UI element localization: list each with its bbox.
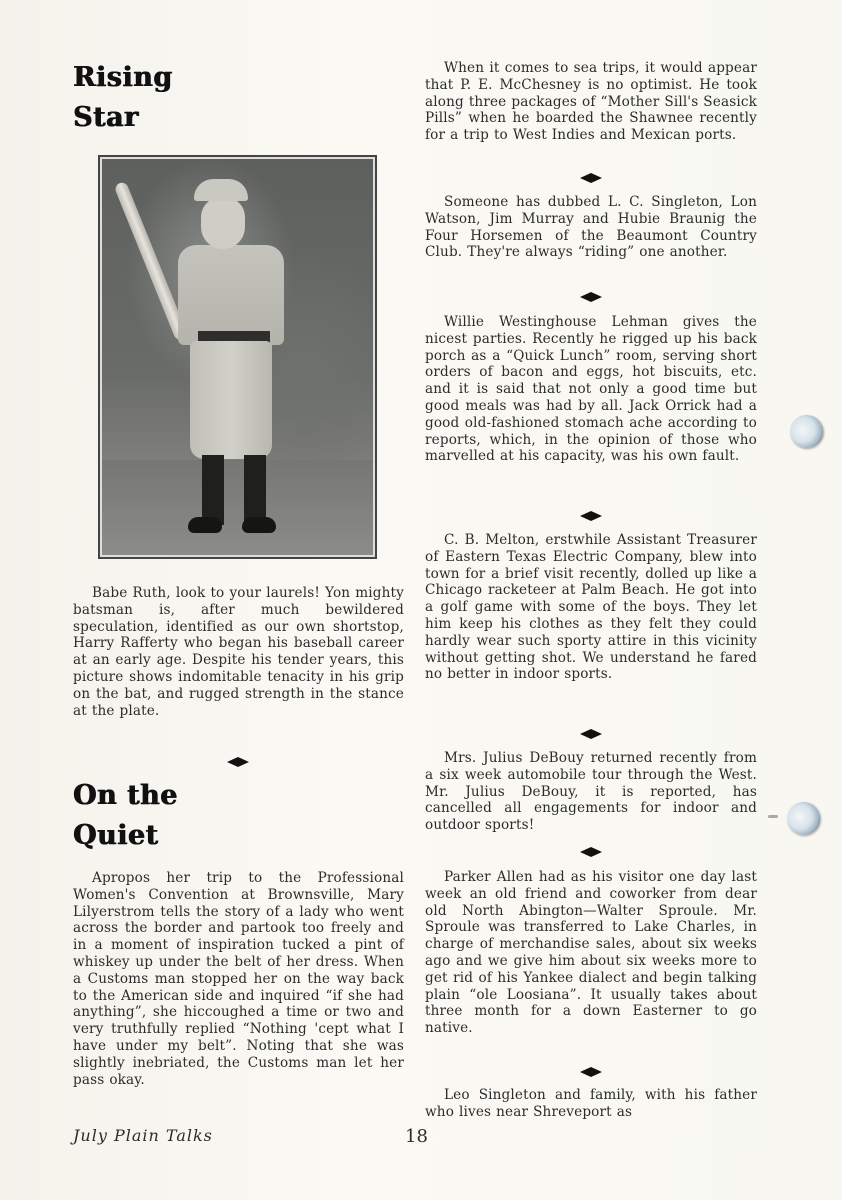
diamond-ornament-icon xyxy=(580,1067,602,1077)
baseball-boy-photo xyxy=(98,155,377,559)
diamond-ornament-icon xyxy=(580,729,602,739)
news-item: C. B. Melton, erstwhile Assistant Treasurer of Eastern Texas Electric Company, blew into town for a brief visit recently, dolled up like a Chicago racketeer at Palm Beach. He got into a golf game with some of the boys. They let him keep his clothes as they felt they could hardly wear such sporty attire in this vicinity without getting shot. We understand he fared no better in indoor sports. xyxy=(425,532,757,683)
publication-title: July Plain Talks xyxy=(73,1126,213,1145)
news-item: Leo Singleton and family, with his father who lives near Shreveport as xyxy=(425,1087,757,1120)
heading-line: Star xyxy=(73,102,139,133)
diamond-ornament-icon xyxy=(580,173,602,183)
heading-line: On the xyxy=(73,780,178,811)
diamond-ornament-icon xyxy=(580,292,602,302)
binder-hole-icon xyxy=(787,802,820,835)
heading-line: Quiet xyxy=(73,820,159,851)
on-the-quiet-paragraph: Apropos her trip to the Professional Women's Convention at Brownsville, Mary Lilyerstrom tells the story of a lady who went across the border and partook too freely and in a moment of inspiration tucked a pint of whiskey up under the belt of her dress. When a Customs man stopped her on the way back to the American side and inquired “if she had anything”, she hiccoughed a time or two and very truthfully replied “Nothing 'cept what I have under my belt”. Noting that she was slightly inebriated, the Customs man let her pass okay. xyxy=(73,870,404,1088)
section-heading-on-the-quiet xyxy=(73,776,178,856)
section-heading-rising-star xyxy=(73,58,173,138)
news-item: Mrs. Julius DeBouy returned recently from a six week automobile tour through the West. Mr. Julius DeBouy, it is reported, has cancelled all engagements for indoor and outdoor sports! xyxy=(425,750,757,834)
news-item: Parker Allen had as his visitor one day last week an old friend and coworker from dear old North Abington—Walter Sproule. Mr. Sproule was transferred to Lake Charles, in charge of merchandise sales, about six weeks ago and we give him about six weeks more to get rid of his Yankee dialect and begin talking plain “ole Loosiana”. It usually takes about three month for a down Easterner to go native. xyxy=(425,869,757,1037)
heading-line: Rising xyxy=(73,62,173,93)
diamond-ornament-icon xyxy=(580,847,602,857)
news-item: When it comes to sea trips, it would appear that P. E. McChesney is no optimist. He took along three packages of “Mother Sill's Seasick Pills” when he boarded the Shawnee recently for a trip to West Indies and Mexican ports. xyxy=(425,60,757,144)
diamond-ornament-icon xyxy=(580,511,602,521)
binder-hole-icon xyxy=(790,415,823,448)
paper-speck xyxy=(768,815,778,818)
page-number: 18 xyxy=(405,1126,428,1147)
news-item: Willie Westinghouse Lehman gives the nicest parties. Recently he rigged up his back porch as a “Quick Lunch” room, serving short orders of bacon and eggs, hot biscuits, etc. and it is said that not only a good time but good meals was had by all. Jack Orrick had a good old-fashioned stomach ache according to reports, which, in the opinion of those who marvelled at his capacity, was his own fault. xyxy=(425,314,757,465)
news-item: Someone has dubbed L. C. Singleton, Lon Watson, Jim Murray and Hubie Braunig the Four Horsemen of the Beaumont Country Club. They're always “riding” one another. xyxy=(425,194,757,261)
diamond-ornament-icon xyxy=(227,757,249,767)
rising-star-paragraph: Babe Ruth, look to your laurels! Yon mighty batsman is, after much bewildered speculation, identified as our own shortstop, Harry Rafferty who began his baseball career at an early age. Despite his tender years, this picture shows indomitable tenacity in his grip on the bat, and rugged strength in the stance at the plate. xyxy=(73,585,404,719)
photo-image xyxy=(102,159,373,555)
